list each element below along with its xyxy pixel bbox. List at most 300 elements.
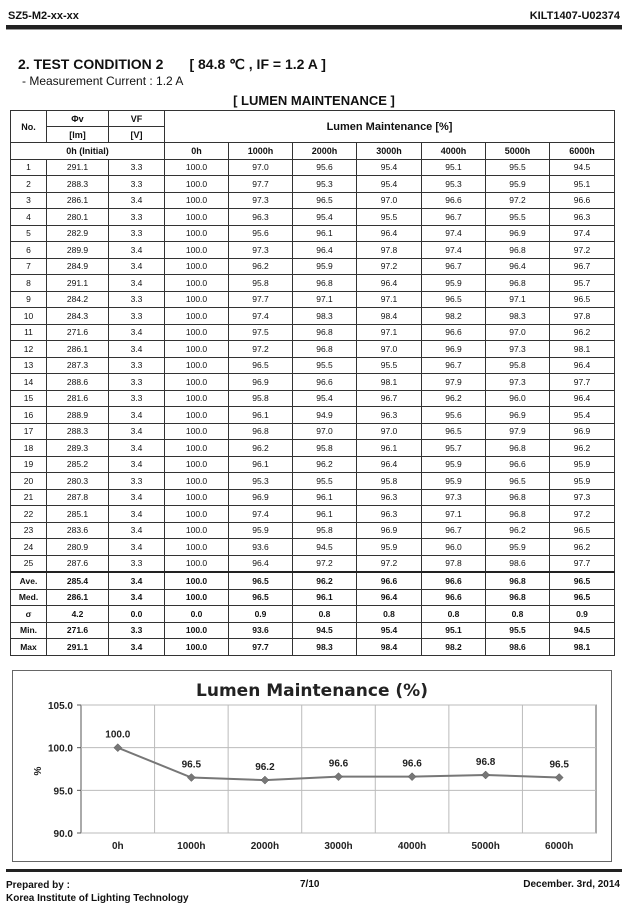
table-cell: 3.4 <box>109 572 165 589</box>
table-cell: 96.6 <box>422 192 486 209</box>
organization-name: Korea Institute of Lighting Technology <box>6 893 189 904</box>
table-row <box>11 341 615 358</box>
table-cell: 97.8 <box>422 555 486 572</box>
row-label: 12 <box>11 341 47 358</box>
table-title: [ LUMEN MAINTENANCE ] <box>233 93 395 108</box>
table-cell: 96.8 <box>293 341 357 358</box>
table-row <box>11 522 615 539</box>
table-row <box>11 324 615 341</box>
data-label: 96.5 <box>181 759 202 771</box>
row-label: 20 <box>11 473 47 490</box>
table-cell: 93.6 <box>229 622 293 639</box>
table-cell: 96.1 <box>229 407 293 424</box>
table-cell: 98.3 <box>293 308 357 325</box>
table-cell: 100.0 <box>165 555 229 572</box>
row-label: 19 <box>11 456 47 473</box>
table-cell: 3.3 <box>109 176 165 193</box>
table-cell: 96.8 <box>486 242 550 259</box>
table-cell: 96.4 <box>357 225 422 242</box>
table-cell: 100.0 <box>165 407 229 424</box>
x-tick-label: 3000h <box>324 841 353 852</box>
table-cell: 0.9 <box>550 606 615 623</box>
table-cell: 96.2 <box>293 572 357 589</box>
table-cell: 95.8 <box>229 390 293 407</box>
table-cell: 96.5 <box>550 522 615 539</box>
table-cell: 291.1 <box>47 639 109 656</box>
table-cell: 95.4 <box>357 159 422 176</box>
row-label: Med. <box>11 589 47 606</box>
table-cell: 96.1 <box>357 440 422 457</box>
table-cell: 97.2 <box>550 506 615 523</box>
table-cell: 97.1 <box>357 291 422 308</box>
table-cell: 96.4 <box>550 390 615 407</box>
row-label: 25 <box>11 555 47 572</box>
stat-row <box>11 606 615 623</box>
table-cell: 97.4 <box>229 506 293 523</box>
section-title-text: 2. TEST CONDITION 2 <box>18 56 164 72</box>
table-cell: 96.2 <box>550 440 615 457</box>
table-cell: 3.4 <box>109 275 165 292</box>
table-cell: 287.6 <box>47 555 109 572</box>
table-cell: 283.6 <box>47 522 109 539</box>
table-cell: 291.1 <box>47 275 109 292</box>
row-label: 15 <box>11 390 47 407</box>
table-cell: 96.7 <box>422 357 486 374</box>
y-tick-label: 100.0 <box>47 743 73 755</box>
table-cell: 3.3 <box>109 159 165 176</box>
header-divider <box>6 25 622 30</box>
table-cell: 96.7 <box>422 522 486 539</box>
table-cell: 96.8 <box>293 275 357 292</box>
table-cell: 98.6 <box>486 555 550 572</box>
table-cell: 95.9 <box>229 522 293 539</box>
table-cell: 95.1 <box>422 622 486 639</box>
x-tick-label: 2000h <box>250 841 280 852</box>
table-cell: 96.7 <box>422 258 486 275</box>
table-cell: 3.4 <box>109 589 165 606</box>
row-label: 9 <box>11 291 47 308</box>
table-row <box>11 159 615 176</box>
table-cell: 280.1 <box>47 209 109 226</box>
lumen-maintenance-chart <box>12 670 612 862</box>
chart-title: Lumen Maintenance (%) <box>196 681 428 701</box>
data-point <box>335 773 343 781</box>
table-cell: 97.7 <box>229 639 293 656</box>
table-cell: 288.3 <box>47 423 109 440</box>
table-cell: 96.3 <box>357 506 422 523</box>
table-cell: 94.9 <box>293 407 357 424</box>
report-date: December. 3rd, 2014 <box>523 879 620 890</box>
y-tick-label: 90.0 <box>53 829 73 840</box>
table-cell: 97.3 <box>422 489 486 506</box>
table-cell: 100.0 <box>165 390 229 407</box>
table-cell: 96.6 <box>293 374 357 391</box>
table-cell: 96.2 <box>229 258 293 275</box>
table-cell: 96.9 <box>357 522 422 539</box>
table-cell: 4.2 <box>47 606 109 623</box>
table-cell: 96.4 <box>486 258 550 275</box>
row-label: 7 <box>11 258 47 275</box>
table-cell: 94.5 <box>293 539 357 556</box>
table-cell: 96.6 <box>422 572 486 589</box>
table-cell: 3.4 <box>109 506 165 523</box>
table-cell: 100.0 <box>165 209 229 226</box>
table-row <box>11 209 615 226</box>
table-cell: 3.4 <box>109 522 165 539</box>
table-cell: 95.5 <box>486 622 550 639</box>
table-cell: 96.8 <box>293 324 357 341</box>
table-cell: 3.4 <box>109 456 165 473</box>
table-cell: 96.5 <box>550 589 615 606</box>
table-cell: 95.6 <box>422 407 486 424</box>
table-cell: 3.3 <box>109 225 165 242</box>
row-label: 17 <box>11 423 47 440</box>
stat-row <box>11 639 615 656</box>
table-cell: 96.7 <box>357 390 422 407</box>
table-cell: 100.0 <box>165 275 229 292</box>
table-cell: 96.8 <box>229 423 293 440</box>
table-cell: 95.4 <box>293 390 357 407</box>
data-point <box>408 773 416 781</box>
table-cell: 3.4 <box>109 539 165 556</box>
data-point <box>482 771 490 779</box>
table-cell: 98.1 <box>550 639 615 656</box>
table-cell: 95.5 <box>293 357 357 374</box>
table-cell: 96.8 <box>486 440 550 457</box>
table-row <box>11 258 615 275</box>
measurement-current: - Measurement Current : 1.2 A <box>22 74 184 88</box>
table-cell: 100.0 <box>165 622 229 639</box>
table-cell: 0.0 <box>165 606 229 623</box>
table-cell: 95.9 <box>422 473 486 490</box>
table-cell: 95.9 <box>486 539 550 556</box>
table-cell: 95.9 <box>422 456 486 473</box>
table-cell: 0.8 <box>293 606 357 623</box>
x-tick-label: 1000h <box>177 841 206 852</box>
table-cell: 97.4 <box>550 225 615 242</box>
table-cell: 95.3 <box>422 176 486 193</box>
table-cell: 97.8 <box>550 308 615 325</box>
table-cell: 96.4 <box>357 589 422 606</box>
table-cell: 3.3 <box>109 390 165 407</box>
table-cell: 96.5 <box>550 291 615 308</box>
table-cell: 97.5 <box>229 324 293 341</box>
table-cell: 96.2 <box>229 440 293 457</box>
table-cell: 96.4 <box>550 357 615 374</box>
table-row <box>11 176 615 193</box>
table-cell: 96.2 <box>550 539 615 556</box>
row-label: 6 <box>11 242 47 259</box>
table-cell: 95.8 <box>293 522 357 539</box>
table-cell: 96.9 <box>229 374 293 391</box>
table-row <box>11 506 615 523</box>
y-axis-label: % <box>33 766 44 776</box>
data-label: 96.2 <box>255 762 275 774</box>
x-tick-label: 5000h <box>471 841 500 852</box>
table-cell: 97.7 <box>229 176 293 193</box>
x-tick-label: 0h <box>111 841 124 852</box>
footer-divider <box>6 869 622 872</box>
x-tick-label: 4000h <box>397 841 427 852</box>
table-cell: 0.9 <box>229 606 293 623</box>
table-cell: 96.1 <box>229 456 293 473</box>
table-cell: 0.8 <box>357 606 422 623</box>
table-cell: 96.0 <box>422 539 486 556</box>
row-label: 22 <box>11 506 47 523</box>
table-cell: 100.0 <box>165 324 229 341</box>
table-cell: 97.2 <box>486 192 550 209</box>
table-cell: 97.0 <box>229 159 293 176</box>
table-cell: 100.0 <box>165 225 229 242</box>
table-cell: 100.0 <box>165 489 229 506</box>
data-label: 96.6 <box>402 758 422 770</box>
table-cell: 281.6 <box>47 390 109 407</box>
table-cell: 97.4 <box>422 242 486 259</box>
table-cell: 96.6 <box>422 589 486 606</box>
table-cell: 3.3 <box>109 357 165 374</box>
table-cell: 98.1 <box>357 374 422 391</box>
table-cell: 3.4 <box>109 192 165 209</box>
data-point <box>114 744 122 752</box>
table-cell: 96.9 <box>550 423 615 440</box>
data-label: 100.0 <box>105 729 131 741</box>
table-cell: 100.0 <box>165 456 229 473</box>
table-cell: 3.3 <box>109 555 165 572</box>
table-cell: 96.3 <box>357 489 422 506</box>
table-cell: 0.8 <box>422 606 486 623</box>
table-cell: 98.3 <box>293 639 357 656</box>
row-label: Ave. <box>11 572 47 589</box>
table-cell: 288.9 <box>47 407 109 424</box>
table-cell: 96.6 <box>357 572 422 589</box>
table-cell: 97.2 <box>357 258 422 275</box>
col-header-phi: Φv <box>47 111 109 127</box>
row-label: 8 <box>11 275 47 292</box>
table-cell: 3.4 <box>109 242 165 259</box>
table-cell: 3.3 <box>109 291 165 308</box>
table-cell: 289.3 <box>47 440 109 457</box>
table-row <box>11 192 615 209</box>
table-cell: 98.2 <box>422 639 486 656</box>
table-cell: 96.7 <box>422 209 486 226</box>
row-label: 3 <box>11 192 47 209</box>
table-cell: 3.4 <box>109 639 165 656</box>
table-cell: 97.3 <box>229 242 293 259</box>
table-cell: 289.9 <box>47 242 109 259</box>
table-cell: 100.0 <box>165 506 229 523</box>
table-cell: 285.4 <box>47 572 109 589</box>
table-cell: 284.3 <box>47 308 109 325</box>
table-cell: 97.1 <box>422 506 486 523</box>
table-row <box>11 440 615 457</box>
table-cell: 95.8 <box>293 440 357 457</box>
table-row <box>11 423 615 440</box>
table-cell: 95.7 <box>422 440 486 457</box>
table-cell: 97.1 <box>293 291 357 308</box>
table-cell: 97.0 <box>293 423 357 440</box>
table-cell: 0.0 <box>109 606 165 623</box>
col-header-hour: 3000h <box>357 143 422 160</box>
table-cell: 96.4 <box>357 275 422 292</box>
row-label: Min. <box>11 622 47 639</box>
table-cell: 100.0 <box>165 522 229 539</box>
table-cell: 100.0 <box>165 308 229 325</box>
document-code: SZ5-M2-xx-xx <box>8 10 79 22</box>
table-cell: 97.2 <box>229 341 293 358</box>
x-tick-label: 6000h <box>545 841 574 852</box>
col-header-hour: 4000h <box>422 143 486 160</box>
table-row <box>11 275 615 292</box>
report-number: KILT1407-U02374 <box>529 10 620 22</box>
table-cell: 96.9 <box>422 341 486 358</box>
table-row <box>11 308 615 325</box>
table-row <box>11 374 615 391</box>
col-header-initial: 0h (Initial) <box>11 143 165 160</box>
table-cell: 100.0 <box>165 539 229 556</box>
row-label: σ <box>11 606 47 623</box>
table-cell: 100.0 <box>165 192 229 209</box>
table-cell: 97.7 <box>229 291 293 308</box>
table-cell: 97.1 <box>486 291 550 308</box>
table-cell: 97.2 <box>550 242 615 259</box>
table-cell: 95.9 <box>486 176 550 193</box>
table-cell: 96.5 <box>229 572 293 589</box>
table-cell: 95.7 <box>550 275 615 292</box>
table-cell: 98.4 <box>357 308 422 325</box>
row-label: 11 <box>11 324 47 341</box>
table-cell: 3.3 <box>109 473 165 490</box>
table-cell: 95.9 <box>422 275 486 292</box>
row-label: 23 <box>11 522 47 539</box>
table-cell: 100.0 <box>165 341 229 358</box>
table-cell: 96.6 <box>550 192 615 209</box>
prepared-by <box>6 879 189 905</box>
table-cell: 96.8 <box>486 506 550 523</box>
table-row <box>11 555 615 572</box>
table-cell: 94.5 <box>293 622 357 639</box>
table-cell: 95.5 <box>357 209 422 226</box>
table-cell: 98.6 <box>486 639 550 656</box>
table-cell: 96.5 <box>550 572 615 589</box>
table-cell: 284.2 <box>47 291 109 308</box>
table-cell: 95.5 <box>357 357 422 374</box>
table-cell: 3.4 <box>109 407 165 424</box>
table-cell: 97.2 <box>357 555 422 572</box>
table-cell: 95.3 <box>229 473 293 490</box>
table-cell: 95.3 <box>293 176 357 193</box>
table-cell: 95.4 <box>550 407 615 424</box>
table-cell: 94.5 <box>550 622 615 639</box>
col-header-hour: 5000h <box>486 143 550 160</box>
table-row <box>11 489 615 506</box>
data-label: 96.6 <box>328 758 349 770</box>
table-cell: 96.4 <box>229 555 293 572</box>
page-number: 7/10 <box>300 879 320 890</box>
table-cell: 98.2 <box>422 308 486 325</box>
table-cell: 286.1 <box>47 192 109 209</box>
table-cell: 100.0 <box>165 357 229 374</box>
table-cell: 96.3 <box>550 209 615 226</box>
table-cell: 95.4 <box>357 622 422 639</box>
table-cell: 100.0 <box>165 176 229 193</box>
table-cell: 100.0 <box>165 159 229 176</box>
table-cell: 97.0 <box>357 423 422 440</box>
data-point <box>555 774 563 782</box>
data-label: 96.5 <box>549 759 569 771</box>
table-cell: 96.4 <box>357 456 422 473</box>
table-row <box>11 539 615 556</box>
table-cell: 97.1 <box>357 324 422 341</box>
table-cell: 97.7 <box>550 555 615 572</box>
data-point <box>187 774 195 782</box>
table-cell: 286.1 <box>47 341 109 358</box>
table-cell: 3.3 <box>109 209 165 226</box>
table-cell: 96.5 <box>229 357 293 374</box>
table-cell: 96.8 <box>486 489 550 506</box>
table-cell: 96.9 <box>486 225 550 242</box>
col-header-vf: VF <box>109 111 165 127</box>
table-cell: 96.6 <box>486 456 550 473</box>
table-cell: 96.4 <box>293 242 357 259</box>
table-cell: 288.6 <box>47 374 109 391</box>
table-cell: 93.6 <box>229 539 293 556</box>
table-cell: 95.1 <box>422 159 486 176</box>
table-row <box>11 390 615 407</box>
table-cell: 3.3 <box>109 622 165 639</box>
table-cell: 96.5 <box>293 192 357 209</box>
y-tick-label: 95.0 <box>53 786 73 798</box>
table-cell: 3.3 <box>109 308 165 325</box>
table-cell: 98.1 <box>550 341 615 358</box>
table-cell: 96.8 <box>486 589 550 606</box>
stat-row <box>11 572 615 589</box>
col-header-hour: 0h <box>165 143 229 160</box>
table-cell: 3.4 <box>109 324 165 341</box>
row-label: 13 <box>11 357 47 374</box>
table-cell: 97.3 <box>486 341 550 358</box>
table-cell: 280.9 <box>47 539 109 556</box>
table-cell: 95.6 <box>229 225 293 242</box>
col-header-phi-unit: [lm] <box>47 127 109 143</box>
table-cell: 287.3 <box>47 357 109 374</box>
table-cell: 95.8 <box>486 357 550 374</box>
table-cell: 100.0 <box>165 639 229 656</box>
table-cell: 288.3 <box>47 176 109 193</box>
table-cell: 97.7 <box>550 374 615 391</box>
table-cell: 271.6 <box>47 622 109 639</box>
table-cell: 100.0 <box>165 473 229 490</box>
table-cell: 96.5 <box>422 423 486 440</box>
row-label: 14 <box>11 374 47 391</box>
table-cell: 97.3 <box>486 374 550 391</box>
table-cell: 95.6 <box>293 159 357 176</box>
table-cell: 96.2 <box>422 390 486 407</box>
table-cell: 96.5 <box>229 589 293 606</box>
col-header-no: No. <box>11 111 47 143</box>
table-cell: 95.8 <box>357 473 422 490</box>
table-cell: 97.0 <box>486 324 550 341</box>
table-cell: 3.4 <box>109 489 165 506</box>
row-label: 24 <box>11 539 47 556</box>
table-cell: 95.4 <box>357 176 422 193</box>
table-cell: 97.8 <box>357 242 422 259</box>
table-cell: 0.8 <box>486 606 550 623</box>
test-condition: [ 84.8 ℃ , IF = 1.2 A ] <box>189 56 326 72</box>
lumen-maintenance-table <box>10 110 615 656</box>
table-cell: 97.0 <box>357 341 422 358</box>
table-cell: 100.0 <box>165 242 229 259</box>
table-cell: 287.8 <box>47 489 109 506</box>
